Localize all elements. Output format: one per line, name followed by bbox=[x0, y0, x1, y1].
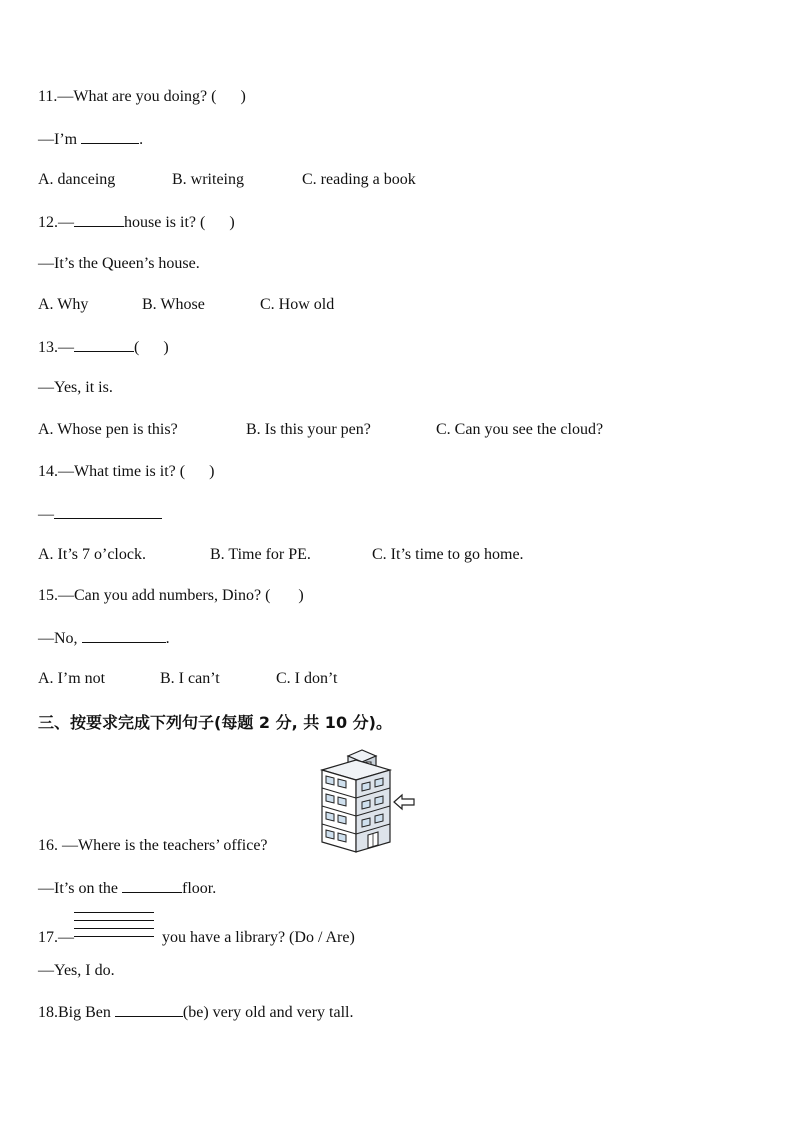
q12-blank[interactable] bbox=[74, 212, 124, 227]
q11-option-c[interactable]: C. reading a book bbox=[302, 171, 416, 188]
q11-answer-post: . bbox=[139, 131, 144, 148]
q16-prompt: 16. —Where is the teachers’ office? bbox=[38, 837, 268, 854]
q18-prompt-post: (be) very old and very tall. bbox=[182, 1004, 354, 1021]
q15-answer-post: . bbox=[165, 630, 170, 647]
q12-option-c[interactable]: C. How old bbox=[260, 296, 335, 313]
q14-option-b[interactable]: B. Time for PE. bbox=[210, 546, 311, 563]
q12-prompt-pre: 12.— bbox=[38, 214, 74, 231]
q13-prompt-post: ( ) bbox=[134, 339, 169, 356]
q18-prompt-pre: 18.Big Ben bbox=[38, 1004, 115, 1021]
q13-option-a[interactable]: A. Whose pen is this? bbox=[38, 421, 178, 438]
q13-option-b[interactable]: B. Is this your pen? bbox=[246, 421, 371, 438]
q13-prompt-pre: 13.— bbox=[38, 339, 74, 356]
q14-answer-pre: — bbox=[38, 506, 54, 523]
q14-option-c[interactable]: C. It’s time to go home. bbox=[372, 546, 524, 563]
q17-answer: —Yes, I do. bbox=[38, 962, 115, 979]
q15-option-a[interactable]: A. I’m not bbox=[38, 670, 106, 687]
q14-prompt: 14.—What time is it? ( ) bbox=[38, 463, 215, 480]
q13-prompt bbox=[38, 337, 169, 358]
q15-option-c[interactable]: C. I don’t bbox=[276, 670, 338, 687]
q16-answer-pre: —It’s on the bbox=[38, 880, 122, 897]
q18-blank[interactable] bbox=[115, 1002, 183, 1017]
q13-option-c[interactable]: C. Can you see the cloud? bbox=[436, 421, 604, 438]
q12-prompt bbox=[38, 212, 235, 233]
q14-option-a[interactable]: A. It’s 7 o’clock. bbox=[38, 546, 146, 563]
q13-answer: —Yes, it is. bbox=[38, 379, 113, 396]
q13-blank[interactable] bbox=[74, 337, 134, 352]
section3-heading: 三、按要求完成下列句子(每题 2 分, 共 10 分)。 bbox=[38, 713, 392, 732]
q15-blank[interactable] bbox=[82, 628, 166, 643]
q17-blank[interactable] bbox=[74, 924, 156, 948]
q16-answer-post: floor. bbox=[182, 880, 217, 897]
q12-prompt-post: house is it? ( ) bbox=[124, 214, 235, 231]
q15-prompt: 15.—Can you add numbers, Dino? ( ) bbox=[38, 587, 304, 604]
q11-option-b[interactable]: B. writeing bbox=[172, 171, 244, 188]
building-icon bbox=[318, 748, 418, 854]
q11-prompt: 11.—What are you doing? ( ) bbox=[38, 88, 246, 105]
q12-option-b[interactable]: B. Whose bbox=[142, 296, 205, 313]
q16-answer bbox=[38, 878, 216, 899]
q14-answer bbox=[38, 504, 162, 525]
q15-option-b[interactable]: B. I can’t bbox=[160, 670, 220, 687]
q11-option-a[interactable]: A. danceing bbox=[38, 171, 116, 188]
q12-option-a[interactable]: A. Why bbox=[38, 296, 89, 313]
q15-answer-pre: —No, bbox=[38, 630, 82, 647]
q15-answer bbox=[38, 628, 170, 649]
q18-prompt bbox=[38, 1002, 354, 1023]
q17-prompt-pre: 17.— bbox=[38, 929, 74, 946]
q16-blank[interactable] bbox=[122, 878, 182, 893]
q14-blank[interactable] bbox=[54, 504, 162, 519]
q17-prompt-post: you have a library? (Do / Are) bbox=[162, 929, 355, 946]
q11-answer bbox=[38, 129, 143, 150]
q17-prompt bbox=[38, 924, 355, 948]
q12-answer: —It’s the Queen’s house. bbox=[38, 255, 200, 272]
q11-blank[interactable] bbox=[81, 129, 139, 144]
q11-answer-pre: —I’m bbox=[38, 131, 82, 148]
